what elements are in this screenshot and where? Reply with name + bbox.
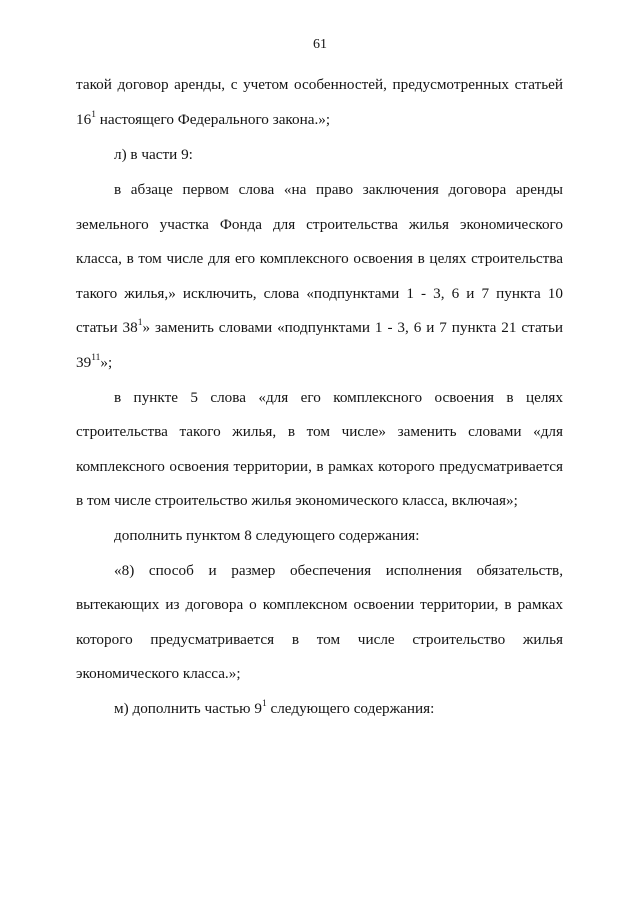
text-line: класса, в том числе для его комплексного освоения в целях строительства [76,250,563,267]
text-line: статьи $38^1$» заменить словами «подпунктами 1 - 3, 6 и 7 пункта 21 статьи [76,317,563,336]
superscript: 1 [261,698,267,709]
text-line: л) в части 9: [114,146,193,163]
superscript: 1 [91,109,96,120]
text-line: комплексного освоения территории, в рамках которого предусматривается [76,458,563,475]
text-line: которого предусматривается в том числе строительство жилья [76,631,563,648]
text-line: в пункте 5 слова «для его комплексного освоения в целях [114,389,563,406]
text-line: в том числе строительство жилья экономического класса, включая»; [76,492,518,509]
text-line: $16^1$ настоящего Федерального закона.»; [76,109,331,128]
page-number: 61 [313,37,327,52]
text-line: в абзаце первом слова «на право заключения договора аренды [114,181,563,198]
text-line: $39^{11}$»; [76,352,113,371]
superscript: 11 [91,352,101,363]
text-line: «8) способ и размер обеспечения исполнения обязательств, [114,562,563,579]
text-line: вытекающих из договора о комплексном освоении территории, в рамках [76,596,563,613]
text-line: земельного участка Фонда для строительства жилья экономического [76,216,563,233]
text-line: дополнить пунктом 8 следующего содержания: [114,527,420,544]
text-line: такого жилья,» исключить, слова «подпунктами 1 - 3, 6 и 7 пункта 10 [76,285,563,302]
text-line: экономического класса.»; [76,665,241,682]
superscript: 1 [137,317,143,328]
text-line: м) дополнить частью $9^1$ следующего содержания: [114,698,435,717]
text-line: строительства такого жилья, в том числе» заменить словами «для [76,423,563,440]
text-line: такой договор аренды, с учетом особенностей, предусмотренных статьей [76,76,563,93]
